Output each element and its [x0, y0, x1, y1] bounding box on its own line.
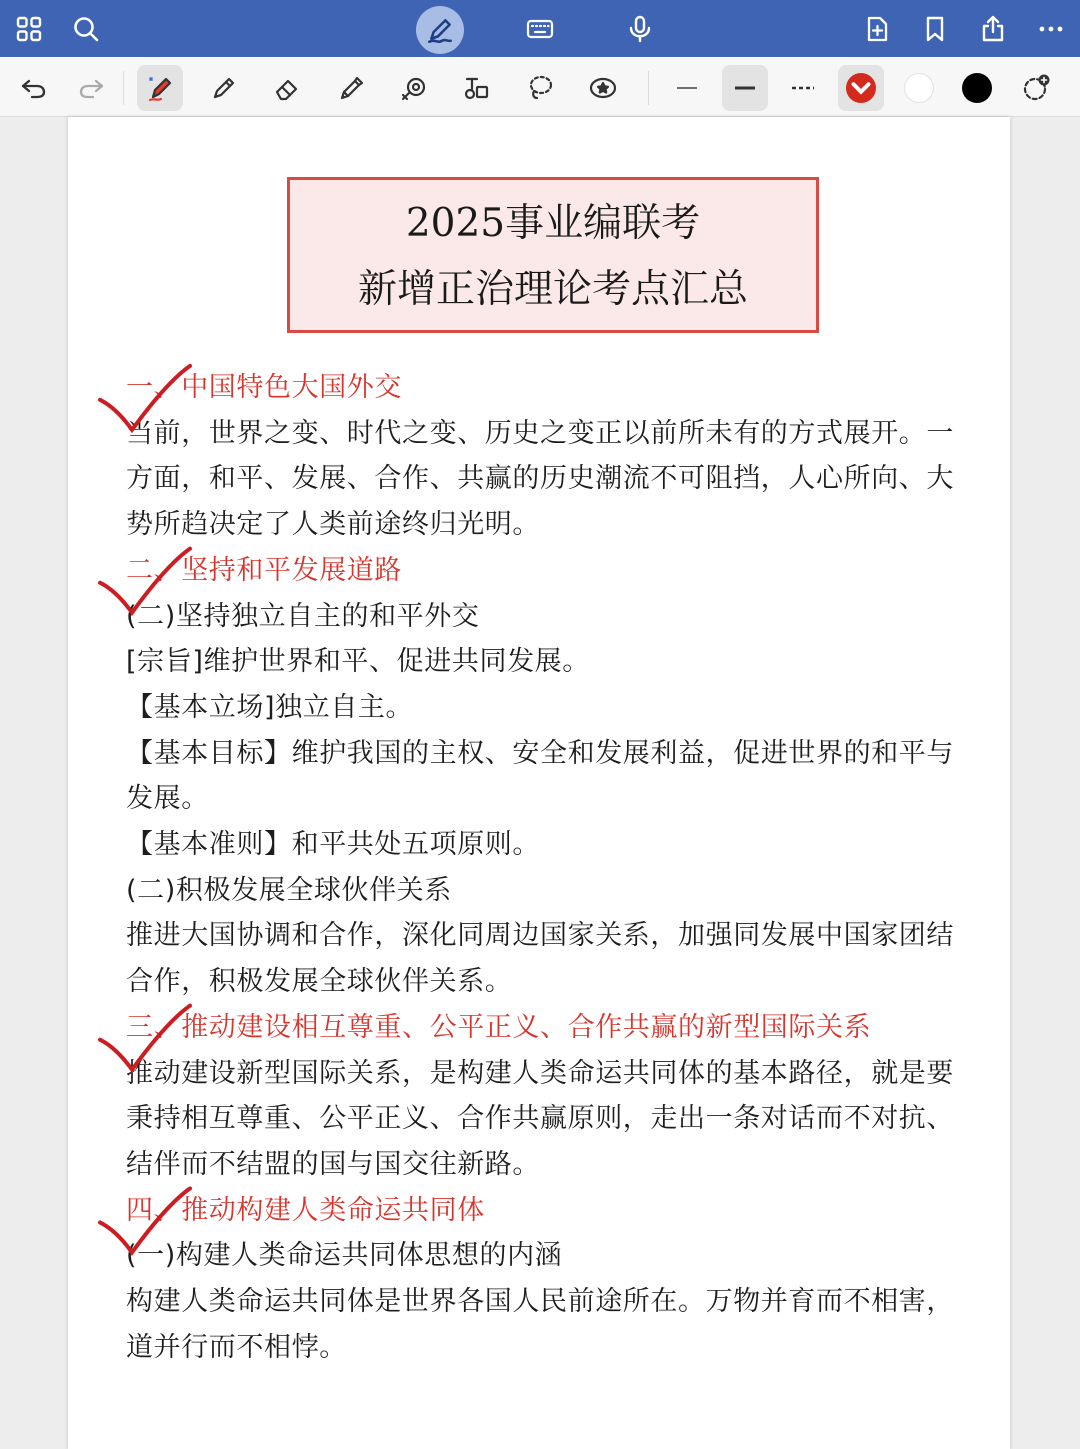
section-heading: 二、坚持和平发展道路 [126, 554, 402, 586]
toolbar-divider [123, 71, 124, 105]
eraser-icon[interactable] [264, 65, 310, 111]
title-line-1: 2025事业编联考 [405, 201, 701, 246]
add-page-icon[interactable] [857, 9, 897, 49]
pencil-icon[interactable] [201, 65, 247, 111]
section-heading: 四、推动构建人类命运共同体 [126, 1194, 485, 1226]
lasso-icon[interactable] [517, 65, 563, 111]
keyboard-icon[interactable] [520, 9, 560, 49]
body-line: 【基本准则】和平共处五项原则。 [126, 829, 540, 861]
document-page[interactable] [68, 117, 1010, 1449]
body-line: 合作，积极发展全球伙伴关系。 [126, 966, 513, 998]
search-icon[interactable] [66, 9, 106, 49]
body-line: (一)构建人类命运共同体思想的内涵 [126, 1240, 563, 1272]
body-line: 【基本立场]独立自主。 [126, 691, 414, 723]
highlighter-icon[interactable] [327, 65, 373, 111]
title-line-2: 新增正治理论考点汇总 [357, 267, 748, 312]
title-box [287, 177, 819, 333]
body-line: 推进大国协调和合作，深化同周边国家关系，加强同发展中国家团结 [126, 920, 954, 952]
fountain-pen-icon[interactable] [137, 65, 183, 111]
sticker-icon[interactable] [580, 65, 626, 111]
body-line: 推动建设新型国际关系，是构建人类命运共同体的基本路径，就是要 [126, 1057, 954, 1089]
body-line: 结伴而不结盟的国与国交往新路。 [126, 1148, 540, 1180]
pen-mode-icon[interactable] [416, 6, 464, 54]
microphone-icon[interactable] [620, 9, 660, 49]
body-line: 秉持相互尊重、公平正义、合作共赢原则，走出一条对话而不对抗、 [126, 1103, 954, 1135]
bookmark-icon[interactable] [915, 9, 955, 49]
shape-icon[interactable] [391, 65, 437, 111]
body-line: 发展。 [126, 783, 209, 815]
grid-icon[interactable] [9, 9, 49, 49]
body-line: 方面，和平、发展、合作、共赢的历史潮流不可阻挡，人心所向、大 [126, 463, 954, 495]
body-line: 道并行而不相悖。 [126, 1331, 347, 1363]
more-icon[interactable] [1031, 9, 1071, 49]
thin-stroke-icon[interactable] [664, 65, 710, 111]
toolbar-divider [648, 71, 649, 105]
add-color-icon[interactable] [1013, 65, 1059, 111]
dashed-stroke-icon[interactable] [780, 65, 826, 111]
top-app-bar [0, 0, 1080, 57]
black-color[interactable] [962, 73, 992, 103]
body-line: 当前，世界之变、时代之变、历史之变正以前所未有的方式展开。一 [126, 417, 954, 449]
body-line: 构建人类命运共同体是世界各国人民前途所在。万物并育而不相害， [126, 1286, 954, 1318]
section-heading: 三、推动建设相互尊重、公平正义、合作共赢的新型国际关系 [126, 1011, 872, 1043]
drawing-toolbar [0, 57, 1080, 117]
body-line: (二)积极发展全球伙伴关系 [126, 874, 452, 906]
redo-icon[interactable] [68, 65, 114, 111]
text-select-icon[interactable] [454, 65, 500, 111]
body-line: [宗旨]维护世界和平、促进共同发展。 [126, 646, 590, 678]
white-color[interactable] [904, 73, 934, 103]
share-icon[interactable] [973, 9, 1013, 49]
document-body [126, 365, 986, 1370]
red-color-swatch-selected[interactable] [838, 65, 884, 111]
undo-icon[interactable] [11, 65, 57, 111]
body-line: 势所趋决定了人类前途终归光明。 [126, 509, 540, 541]
section-heading: 一、中国特色大国外交 [126, 372, 402, 403]
body-line: (二)坚持独立自主的和平外交 [126, 600, 480, 632]
red-color [846, 73, 876, 103]
body-line: 【基本目标】维护我国的主权、安全和发展利益，促进世界的和平与 [126, 737, 954, 769]
medium-stroke-icon[interactable] [722, 65, 768, 111]
